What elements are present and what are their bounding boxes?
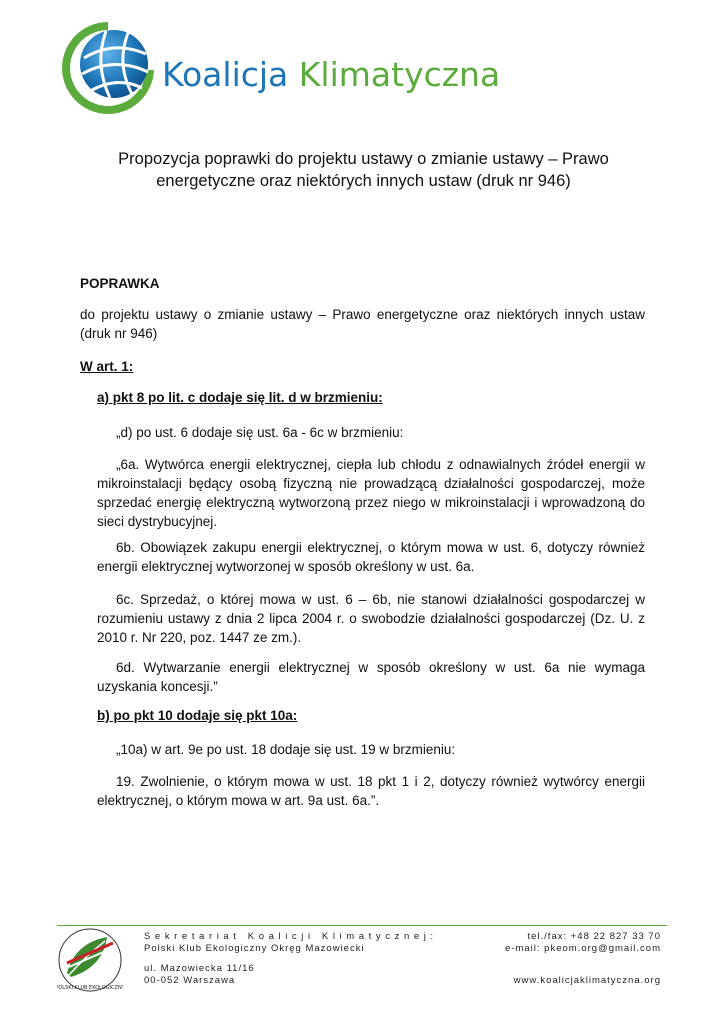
logo-wordmark (162, 55, 500, 94)
document-title (100, 148, 627, 192)
globe-icon (58, 18, 158, 118)
paragraph-6d: 6d. Wytwarzanie energii elektrycznej w sposób określony w ust. 6a nie wymaga uzyskania koncesji.” (97, 660, 645, 694)
koalicja-logo (58, 18, 518, 120)
footer-phone: tel./fax: +48 22 827 33 70 (527, 931, 661, 942)
point-a-heading: a) pkt 8 po lit. c dodaje się lit. d w brzmieniu: (97, 390, 383, 405)
logo-word-klimatyczna: Klimatyczna (298, 55, 501, 94)
point-b-intro: „10a) w art. 9e po ust. 18 dodaje się ust. 19 w brzmieniu: (116, 742, 456, 757)
footer-divider (57, 925, 667, 926)
footer-city: 00-052 Warszawa (144, 975, 236, 986)
pke-seal (57, 927, 123, 993)
footer-email[interactable]: e-mail: pkeom.org@gmail.com (505, 943, 661, 954)
section-heading: POPRAWKA (80, 276, 160, 291)
footer-contact (505, 931, 661, 987)
seal-text: POLSKI KLUB EKOLOGICZNY (57, 985, 123, 991)
title-line-2: energetyczne oraz niektórych innych ustaw (druk nr 946) (156, 172, 571, 190)
paragraph-6a: „6a. Wytwórca energii elektrycznej, ciepła lub chłodu z odnawialnych źródeł energii w mikroinstalacji będący osobą fizyczną nie prowadzącą działalności gospodarczej, może sprzedać energię elektryczną wytworzoną przez niego w mikroinstalacji i wprowadzoną do sieci dystrybucyjnej. (97, 457, 645, 529)
point-b-heading: b) po pkt 10 dodaje się pkt 10a: (97, 708, 298, 723)
paragraph-6c: 6c. Sprzedaż, o której mowa w ust. 6 – 6b, nie stanowi działalności gospodarczej w rozumieniu ustawy z dnia 2 lipca 2004 r. o swobodzie działalności gospodarczej (Dz. U. z 2010 r. Nr 220, poz. 1447 ze zm.). (97, 592, 645, 645)
point-a-intro: „d) po ust. 6 dodaje się ust. 6a - 6c w brzmieniu: (116, 425, 404, 440)
article-heading: W art. 1: (80, 359, 134, 374)
paragraph-19: 19. Zwolnienie, o którym mowa w ust. 18 pkt 1 i 2, dotyczy również wytwórcy energii elektrycznej, o którym mowa w art. 9a ust. 6a.”. (97, 774, 645, 808)
intro-paragraph: do projektu ustawy o zmianie ustawy – Prawo energetyczne oraz niektórych innych ustaw (druk nr 946) (80, 307, 645, 341)
footer-street: ul. Mazowiecka 11/16 (144, 963, 255, 974)
logo-word-koalicja: Koalicja (162, 55, 289, 94)
footer-org: Polski Klub Ekologiczny Okręg Mazowiecki (144, 943, 365, 954)
paragraph-6b: 6b. Obowiązek zakupu energii elektrycznej, o którym mowa w ust. 6, dotyczy również energii elektrycznej wytworzonej w sposób określony w ust. 6a. (97, 540, 645, 574)
footer-website[interactable]: www.koalicjaklimatyczna.org (513, 975, 661, 986)
leaf-seal-icon (57, 927, 123, 993)
title-line-1: Propozycja poprawki do projektu ustawy o zmianie ustawy – Prawo (118, 150, 609, 168)
footer-address (144, 931, 438, 987)
footer-secretariat: Sekretariat Koalicji Klimatycznej: (144, 931, 438, 942)
